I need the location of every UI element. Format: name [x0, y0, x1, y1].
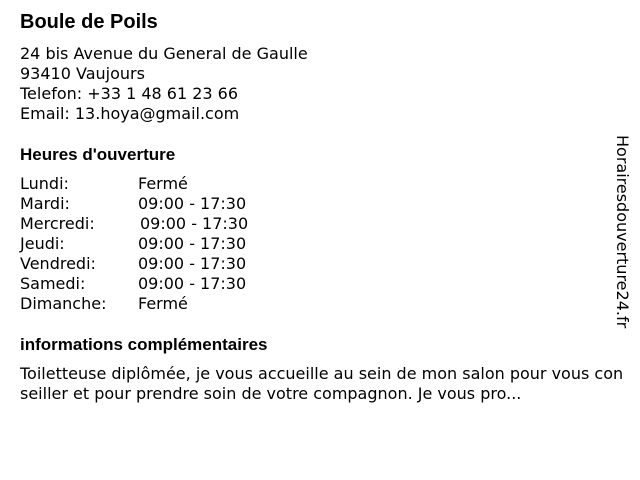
business-name: Boule de Poils	[20, 11, 158, 33]
day-hours: 09:00 - 17:30	[138, 274, 247, 293]
additional-info-text: Toiletteuse diplômée, je vous accueille au sein de mon salon pour vous conseiller et pour prendre soin de votre compagnon. Je vous pro...	[20, 364, 624, 403]
phone-number: Telefon: +33 1 48 61 23 66	[20, 84, 239, 103]
address-street: 24 bis Avenue du General de Gaulle	[20, 44, 308, 63]
day-label: Samedi:	[20, 274, 86, 293]
day-label: Mercredi:	[20, 214, 95, 233]
day-hours: 09:00 - 17:30	[140, 214, 249, 233]
additional-info-heading: informations complémentaires	[20, 335, 268, 354]
day-label: Vendredi:	[20, 254, 96, 273]
contact-block	[20, 44, 308, 124]
site-watermark: Horairesdouverture24.fr	[613, 135, 632, 329]
address-city: 93410 Vaujours	[20, 64, 145, 83]
day-hours: Fermé	[138, 174, 188, 193]
day-hours: 09:00 - 17:30	[138, 254, 247, 273]
day-label: Dimanche:	[20, 294, 107, 313]
day-hours: 09:00 - 17:30	[138, 194, 247, 213]
day-label: Mardi:	[20, 194, 70, 213]
day-hours: Fermé	[138, 294, 188, 313]
day-label: Jeudi:	[20, 234, 65, 253]
email-address: Email: 13.hoya@gmail.com	[20, 104, 240, 123]
day-hours: 09:00 - 17:30	[138, 234, 247, 253]
day-label: Lundi:	[20, 174, 69, 193]
opening-hours-heading: Heures d'ouverture	[20, 145, 176, 164]
